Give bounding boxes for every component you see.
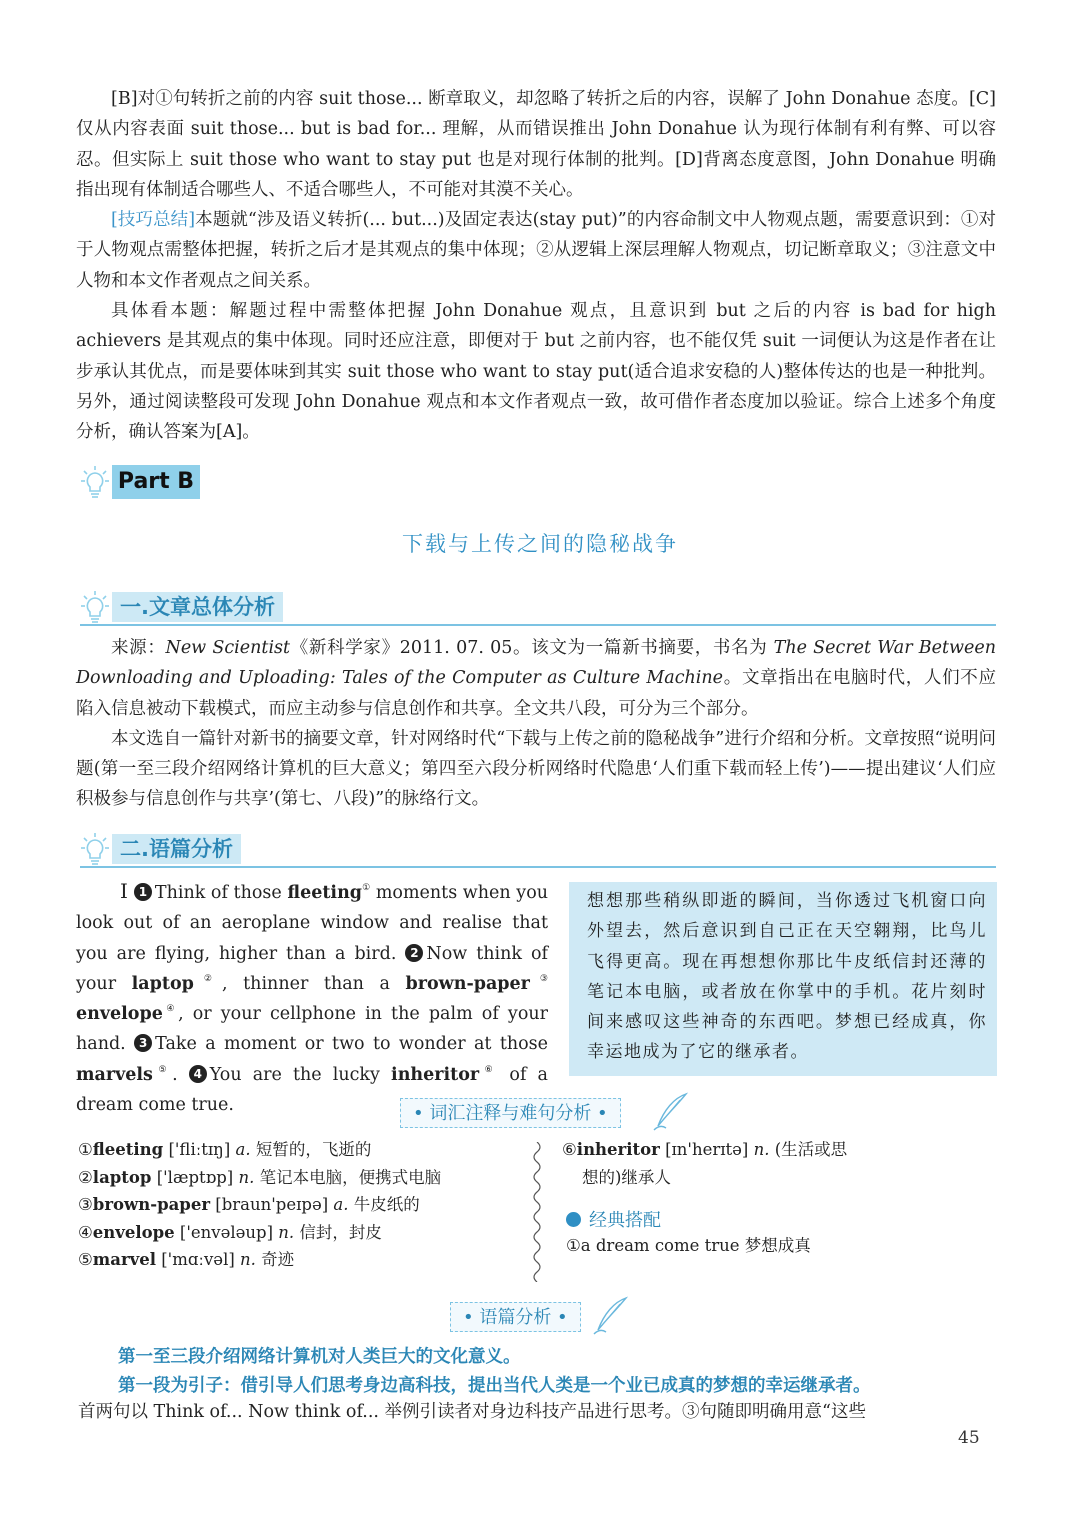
magazine-name: New Scientist <box>165 638 291 658</box>
tip-tag: [技巧总结] <box>111 210 196 231</box>
paragraph-tip <box>76 205 996 296</box>
vocab-def: 笔记本电脑，便携式电脑 <box>254 1167 442 1187</box>
tip-text: 本题就“涉及语义转折(... but...)及固定表达(stay put)”的内容命制文中人物观点题，需要意识到：①对于人物观点需整体把握，转折之后才是其观点的集中体现；②从逻辑上深层理解人物观点，切记断章取义；③注意文中人物和本文作者观点之间关系。 <box>76 210 996 291</box>
vocab-pron: ['fliːtɪŋ] <box>163 1140 236 1159</box>
quill-icon <box>650 1092 690 1132</box>
section-divider <box>80 624 996 626</box>
vocab-word: inheritor <box>576 1140 660 1159</box>
section-1-title: 一.文章总体分析 <box>112 592 283 622</box>
lightbulb-icon <box>80 590 110 624</box>
vocab-pos: n. <box>240 1250 256 1269</box>
vocab-pron: ['læptɒp] <box>151 1167 239 1187</box>
book-title: The Secret War Between Downloading and Uploading: Tales of the Computer as Culture Machine <box>76 638 997 689</box>
vocab-word: marvels <box>76 1064 153 1085</box>
classic-collocation-header <box>566 1206 661 1232</box>
vocab-item <box>78 1164 441 1192</box>
vocab-word: fleeting <box>287 883 363 903</box>
footnote-mark: ① <box>362 883 371 893</box>
vocab-list-left <box>78 1136 441 1274</box>
sentence-text: , thinner than a <box>222 973 406 994</box>
vocab-word: brown-paper <box>92 1195 211 1214</box>
vocab-word: envelope <box>92 1222 175 1242</box>
vocab-pron: ['envələup] <box>174 1222 279 1242</box>
vocab-number: ⑥ <box>562 1140 577 1159</box>
vocab-def: 短暂的，飞逝的 <box>250 1140 372 1159</box>
classic-title: 经典搭配 <box>589 1210 661 1231</box>
vocab-item <box>78 1191 441 1219</box>
sentence-text: moments when you look out of an aeroplane window and realise that you are flying, higher than a bird. <box>76 883 548 964</box>
footnote-mark: ④ <box>162 1004 179 1015</box>
sentence-number: 2 <box>405 944 423 962</box>
bullet-dot-icon <box>566 1212 581 1227</box>
lightbulb-icon <box>80 832 110 866</box>
vocab-pron: ['mɑːvəl] <box>156 1250 241 1269</box>
sentence-text: Think of those <box>154 883 288 903</box>
vocab-def: 奇迹 <box>255 1250 295 1269</box>
vocab-item <box>78 1246 441 1274</box>
vocab-item <box>78 1219 441 1247</box>
section-2-title: 二.语篇分析 <box>112 834 241 864</box>
chinese-translation-box: 想想那些稍纵即逝的瞬间，当你透过飞机窗口向外望去，然后意识到自己正在天空翱翔，比鸟儿飞得更高。现在再想想你那比牛皮纸信封还薄的笔记本电脑，或者放在你掌中的手机。花片刻时间来感叹这些神奇的东西吧。梦想已经成真，你幸运地成为了它的继承者。 <box>569 882 997 1076</box>
vocab-pos: n. <box>753 1140 770 1159</box>
section-1-header <box>80 590 996 626</box>
source-paragraph <box>76 633 996 724</box>
section-divider <box>80 866 996 868</box>
vocab-number: ⑤ <box>78 1250 93 1269</box>
footnote-mark: ⑤ <box>152 1064 173 1075</box>
source-rest: 。文章指出在电脑时代，人们不应陷入信息被动下载模式，而应主动参与信息创作和共享。全文共八段，可分为三个部分。 <box>76 668 997 719</box>
sentence-number: 1 <box>134 883 152 901</box>
vocab-number: ③ <box>78 1195 93 1214</box>
vocab-item <box>562 1136 847 1164</box>
page-number: 45 <box>958 1428 980 1448</box>
vocab-pron: [braun'peɪpə] <box>210 1195 334 1214</box>
vocab-pron: [ɪn'herɪtə] <box>659 1140 754 1159</box>
vocab-word: laptop <box>131 973 194 994</box>
vocab-item <box>78 1136 441 1164</box>
discourse-analysis-text: 首两句以 Think of... Now think of... 举例引读者对身边科技产品进行思考。③句随即明确用意“这些 <box>78 1402 866 1422</box>
vocab-word: envelope <box>76 1004 163 1025</box>
section-2-header <box>80 832 996 868</box>
footnote-mark: ⑥ <box>479 1064 499 1075</box>
sentence-text: . <box>172 1064 189 1085</box>
paragraph-roman-numeral: I <box>120 879 128 903</box>
vocab-word: laptop <box>92 1167 152 1187</box>
vocab-word: fleeting <box>92 1140 164 1159</box>
footnote-mark: ③ <box>529 973 548 984</box>
vocab-def: 信封，封皮 <box>294 1222 382 1242</box>
sentence-text: Now think of your <box>76 943 548 994</box>
structure-paragraph: 本文选自一篇针对新书的摘要文章，针对网络时代“下载与上传之前的隐秘战争”进行介绍和分析。文章按照“说明问题(第一至三段介绍网络计算机的巨大意义；第四至六段分析网络时代隐患‘人们重下载而轻上传’)——提出建议‘人们应积极参与信息创作与共享’(第七、八段)”的脉络行文。 <box>76 728 996 810</box>
article-title: 下载与上传之间的隐秘战争 <box>402 532 678 556</box>
discourse-summary: 第一至三段介绍网络计算机对人类巨大的文化意义。 <box>118 1347 521 1367</box>
discourse-header-label: • 语篇分析 • <box>450 1302 581 1332</box>
section-1-body <box>76 633 996 815</box>
english-passage <box>76 876 548 1120</box>
lightbulb-icon <box>80 465 110 499</box>
vocab-pos: n. <box>278 1222 295 1242</box>
paragraph-detail: 具体看本题：解题过程中需整体把握 John Donahue 观点，且意识到 but 之后的内容 is bad for high achievers 是其观点的集中体现。同时还应注意，即便对于 but 之前内容，也不能仅凭 suit 一词便认为这是作者在让步承认其优点，而是要体味到其实 suit those who want to stay put(适合追求安稳的人)整体传达的也是一种批判。另外，通过阅读整段可发现 John Donahue 观点和本文作者观点一致，故可借作者态度加以验证。综合上述多个角度分析，确认答案为[A]。 <box>76 301 996 443</box>
footnote-mark: ② <box>193 973 222 984</box>
vocab-word: inheritor <box>391 1064 480 1085</box>
discourse-para-one: 第一段为引子：借引导人们思考身边高科技，提出当代人类是一个业已成真的梦想的幸运继承者。 <box>118 1376 871 1396</box>
classic-item: ①a dream come true 梦想成真 <box>566 1236 811 1255</box>
vocab-word: brown-paper <box>405 973 530 994</box>
sentence-text: of a dream come true. <box>76 1064 548 1116</box>
vocab-header-label: • 词汇注释与难句分析 • <box>400 1098 621 1128</box>
source-mid: 《新科学家》2011. 07. 05。该文为一篇新书摘要，书名为 <box>290 638 774 658</box>
source-prefix: 来源： <box>111 638 166 658</box>
sentence-number: 4 <box>189 1065 207 1083</box>
vocab-number: ② <box>78 1167 93 1187</box>
vocab-number: ① <box>78 1140 93 1159</box>
vocab-def: 牛皮纸的 <box>348 1195 420 1214</box>
vocab-word: marvel <box>92 1250 156 1269</box>
vocab-pos: a. <box>333 1195 349 1214</box>
sentence-number: 3 <box>134 1034 152 1052</box>
quill-icon <box>590 1296 630 1336</box>
part-label: Part B <box>112 465 200 499</box>
sentence-text: Take a moment or two to wonder at those <box>155 1034 548 1055</box>
vocab-pos: n. <box>238 1167 255 1187</box>
vocab-def: (生活或思 <box>769 1140 848 1159</box>
vocab-list-right <box>562 1136 847 1191</box>
wavy-divider <box>530 1142 544 1282</box>
vocab-def-cont: 想的)继承人 <box>582 1167 671 1187</box>
vocab-number: ④ <box>78 1222 93 1242</box>
paragraph-option-analysis: [B]对①句转折之前的内容 suit those... 断章取义，却忽略了转折之后的内容，误解了 John Donahue 态度。[C]仅从内容表面 suit those... but is bad for... 理解，从而错误推出 John Donahue 认为现行体制有利有弊、可以容忍。但实际上 suit those who want to stay put 也是对现行体制的批判。[D]背离态度意图，John Donahue 明确指出现有体制适合哪些人、不适合哪些人，不可能对其漠不关心。 <box>76 89 996 200</box>
sentence-text: You are the lucky <box>209 1064 392 1085</box>
vocab-pos: a. <box>235 1140 251 1159</box>
top-text-block <box>76 84 996 448</box>
sentence-text: , or your cellphone in the palm of your hand. <box>76 1004 548 1055</box>
